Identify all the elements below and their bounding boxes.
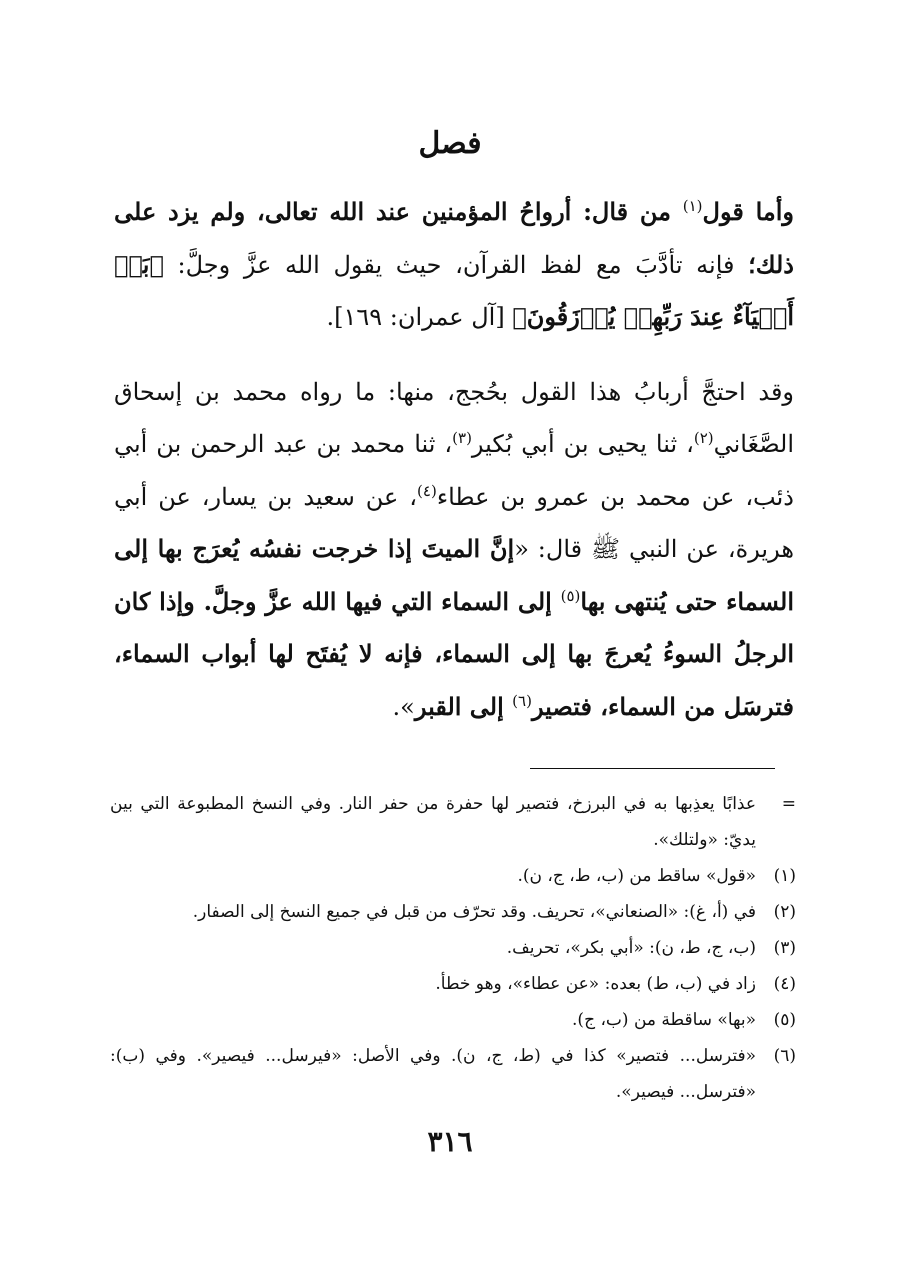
text-run: ، عن سعيد بن يسار، عن أبي هريرة، عن النبي ﷺ قال: « [114,482,795,563]
footnote-item [110,1038,796,1110]
footnotes [110,786,796,1110]
verse-citation: [آل عمران: ١٦٩]. [326,303,513,331]
paragraph [114,366,794,734]
footnote-text: «فترسل... فتصير» كذا في (ط، ج، ن). وفي الأصل: «فيرسل... فيصير». وفي (ب): «فترسل... فيصير». [110,1046,756,1102]
footnote-item [110,894,796,930]
footnote-number: (٣) [773,938,796,958]
page-number: ٣١٦ [427,1125,473,1158]
text-run: ، ثنا محمد بن عبد الرحمن بن أبي ذئب، عن محمد بن عمرو بن عطاء [114,430,794,511]
footnote-item [110,1002,796,1038]
footnote-text: في (أ، غ): «الصنعاني»، تحريف. وقد تحرّف من قبل في جميع النسخ إلى الصفار. [192,902,756,922]
footnote-number: = [781,794,796,814]
text-run: وأما قول [702,197,794,226]
footnote-item [110,786,796,858]
footnote-text: «بها» ساقطة من (ب، ج). [572,1010,756,1030]
text-run: ». [392,692,415,721]
footnote-number: (٥) [773,1010,796,1030]
text-run: من قال: أرواحُ المؤمنين عند الله تعالى، ولم يزد على ذلك؛ [114,197,794,279]
hadith-text: إلى السماء التي فيها الله عزَّ وجلَّ. وإذا كان الرجلُ السوءُ يُعرجَ بها إلى السماء، فإنه لا يُفتَح لها أبواب السماء، فترسَل من السماء، فتصير [114,586,794,721]
footnote-item [110,966,796,1002]
text-run: فإنه تأدَّبَ مع لفظ القرآن، حيث يقول الله عزَّ وجلَّ: [163,250,749,279]
footnote-item [110,930,796,966]
footnote-number: (٢) [773,902,796,922]
quran-verse: ﴿بَلۡ أَحۡيَآءٌ عِندَ رَبِّهِمۡ يُرۡزَقُونَ﴾ [114,249,794,331]
footnote-divider [530,768,775,769]
footnote-ref[interactable]: (٢) [693,429,714,447]
hadith-text: إنَّ الميتَ إذا خرجت نفسُه يُعرَج بها إلى السماء حتى يُنتهى بها [114,534,795,616]
main-text [114,186,794,733]
footnote-number: (٤) [773,974,796,994]
page-title: فصل [418,126,482,161]
footnote-number: (٦) [773,1046,796,1066]
footnote-ref[interactable]: (٤) [417,481,437,500]
footnote-number: (١) [773,866,796,886]
paragraph [114,186,794,344]
footnote-text: «قول» ساقط من (ب، ط، ج، ن). [517,866,756,886]
footnote-text: عذابًا يعذِبها به في البرزخ، فتصير لها حفرة من حفر النار. وفي النسخ المطبوعة التي بين يديّ: «ولتلك». [110,794,756,850]
hadith-text: إلى القبر [414,691,513,721]
footnote-text: زاد في (ب، ط) بعده: «عن عطاء»، وهو خطأ. [435,974,756,994]
footnote-ref[interactable]: (٣) [452,429,472,447]
text-run: ، ثنا يحيى بن أبي بُكير [471,430,694,458]
footnote-text: (ب، ج، ط، ن): «أبي بكر»، تحريف. [506,938,756,958]
footnote-item [110,858,796,894]
footnote-ref[interactable]: (٦) [512,691,532,710]
footnote-ref[interactable]: (١) [682,197,703,215]
footnote-ref[interactable]: (٥) [560,586,581,605]
text-run: وقد احتجَّ أربابُ هذا القول بحُجج، منها: ما رواه محمد بن إسحاق الصَّغَاني [114,377,795,458]
